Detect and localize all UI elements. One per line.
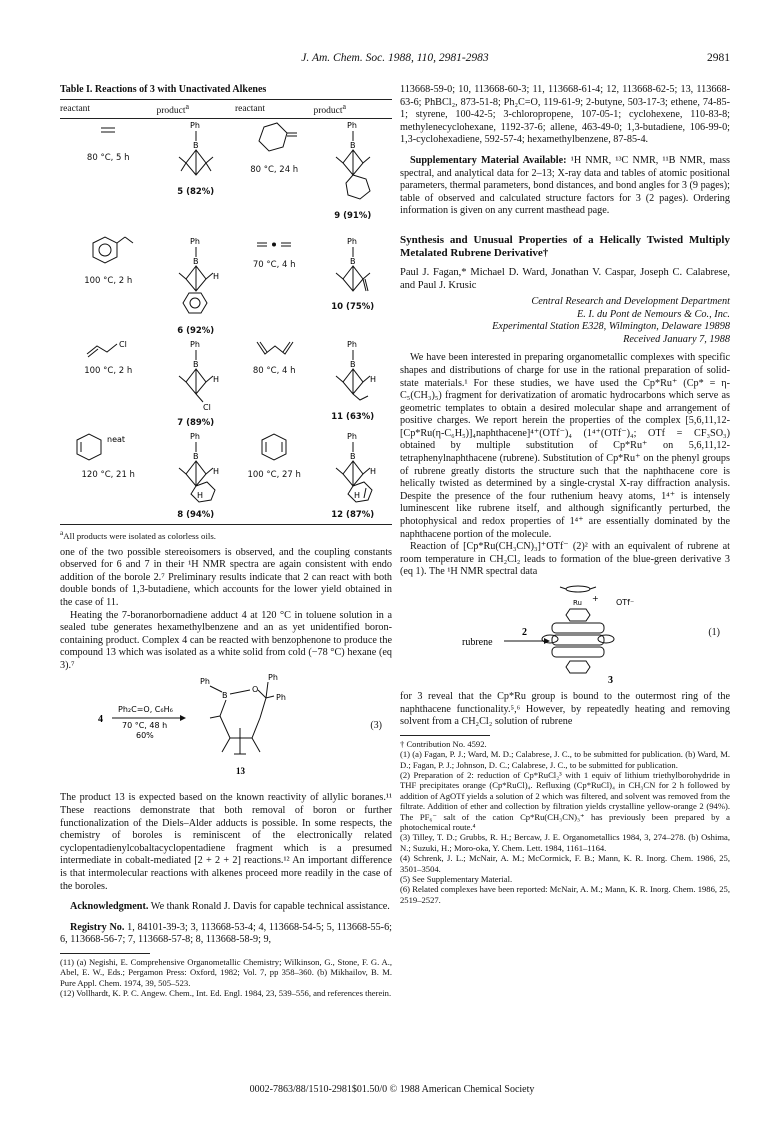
page-number: 2981 [707,52,730,64]
paragraph: for 3 reveal that the Cp*Ru group is bound to the outermost ring of the naphthacene functionality.⁵,⁶ However, by repeatedly heating and removing solvent from a CH₂Cl₂ solution of rubrene [400,691,730,728]
product-label: 8 (94%) [177,509,215,520]
svg-text:Ph: Ph [189,236,200,246]
svg-text:rubrene: rubrene [462,637,493,648]
table-footnote: $^a$All products were isolated as colorless oils. [60,524,392,543]
table-row [60,338,392,430]
cyclohexene-structure [65,430,151,464]
svg-text:Cl: Cl [119,340,128,350]
svg-text:Ph: Ph [346,432,357,442]
reaction-conditions: 100 °C, 2 h [84,276,133,287]
product-11-structure [318,338,388,406]
col-header: product$^a$ [156,99,235,119]
equation-number: (1) [708,627,720,638]
svg-text:Ph: Ph [189,432,200,442]
svg-text:H: H [369,467,376,477]
svg-text:B: B [349,141,356,151]
svg-text:Ph₂C=O, C₆H₆: Ph₂C=O, C₆H₆ [118,705,173,715]
allene-structure [239,235,309,255]
reactant-cell [235,338,314,430]
registry-numbers: Registry No. 1, 84101-39-3; 3, 113668-53-4; 4, 113668-54-5; 5, 113668-55-6; 6, 113668-56-7; 7, 113668-57-8; 8, 113668-58-9; 9, [60,921,392,946]
reactant-cell [60,430,156,524]
equation-1-scheme [400,579,730,691]
footnote-divider [60,953,150,954]
product-cell [313,119,392,235]
svg-text:Ph: Ph [346,236,357,246]
product-cell [313,430,392,524]
footnote-divider [400,735,490,736]
svg-text:13: 13 [236,766,245,777]
reactant-cell [60,119,156,235]
reaction-conditions: 120 °C, 21 h [81,469,135,480]
paragraph: one of the two possible stereoisomers is observed, and the coupling constants observed for 6 and 7 in their ¹H NMR spectra are again consistent with endo addition of the borole 2.⁷ Preliminary results indicate that 2 can react with both double bonds of 1,3-butadiene, which accounts for the lower yield obtained in the case of 11. [60,546,392,608]
product-label: 12 (87%) [331,509,375,520]
svg-text:Ph: Ph [200,677,210,687]
svg-text:B: B [349,256,356,266]
product-label: 7 (89%) [177,417,215,428]
product-cell [313,235,392,338]
product-cell [156,430,235,524]
svg-text:4: 4 [98,714,103,726]
product-9-structure [318,119,388,205]
product-cell [156,235,235,338]
journal-citation: J. Am. Chem. Soc. 1988, 110, 2981-2983 [301,52,489,64]
equation-3-scheme [60,672,380,792]
reaction-conditions: 80 °C, 24 h [250,164,299,175]
reaction-conditions: 70 °C, 4 h [252,260,296,271]
svg-text:Ph: Ph [268,673,278,683]
paragraph: Heating the 7-boranorbornadiene adduct 4 at 120 °C in toluene solution in a sealed tube generates hexamethylbenzene and an as yet unidentified boron-containing product. Complex 4 can be reacted with benzophenone to produce the compound 13 which was isolated as a white solid from cold (−78 °C) hexane (eq 3).⁷ [60,609,392,671]
svg-text:OTf⁻: OTf⁻ [616,598,635,607]
ethene-structure [73,119,143,147]
svg-text:H: H [212,375,219,385]
reaction-conditions: 100 °C, 2 h [84,365,133,376]
supplementary-material: Supplementary Material Available: ¹H NMR, ¹³C NMR, ¹¹B NMR, mass spectral, and analytical data for 2–13; X-ray data and tables of atomic positional parameters, thermal parameters, bond distances, and bond angles for 3 (9 pages); table of observed and calculated structure factors for 3 (2 pages). Ordering information is given on any current masthead page. [400,154,731,217]
footnote: (12) Vollhardt, K. P. C. Angew. Chem., Int. Ed. Engl. 1984, 23, 539–556, and references therein. [60,988,392,999]
reactant-cell [60,338,156,430]
reactant-cell [60,235,156,338]
butadiene-structure [239,338,309,360]
table-row [60,119,392,235]
product-label: 5 (82%) [177,186,215,197]
reactions-table [60,99,392,524]
affiliation: Central Research and Development Department E. I. du Pont de Nemours & Co., Inc. Experimental Station E328, Wilmington, Delaware 19898 Received January 7, 1988 [492,295,730,345]
svg-text:70 °C, 48 h: 70 °C, 48 h [122,721,168,731]
footnote: † Contribution No. 4592. [400,738,487,749]
methylenecyclohexane-structure [239,119,309,159]
product-7-structure [161,338,231,412]
footnote: (3) Tilley, T. D.; Grubbs, R. H.; Bercaw, J. E. Organometallics 1984, 3, 274–278. (b) Oshima, N.; Suzuki, H.; Moro-oka, Y. Chem. Lett. 1984, 1161–1164. [400,832,730,853]
svg-text:O: O [252,685,259,695]
chloropropene-structure [73,338,143,360]
svg-text:Ph: Ph [189,340,200,350]
svg-text:Ph: Ph [346,340,357,350]
svg-text:B: B [192,360,199,370]
paragraph: We have been interested in preparing organometallic complexes with specific shapes and distributions of charge for use in the rational preparation of solid-state materials.¹ For these studies, we have used the Cp*Ru⁺ (Cp* = η-C₅(CH₃)₅) fragment for derivatization of aromatic hydrocarbons which serve as geometric templates to obtain a desired molecular shape and arrangement of positive charges. We report herein the properties of the complex [5,6,11,12-[Cp*Ru(η-C₆H₅)]₄naphthacene]⁴⁺(OTf⁻)₄ (1⁴⁺(OTf⁻)₄; OTf = CF₃SO₃) obtained by multiple substitution of Cp*Ru⁺ on 5,6,11,12-tetraphenylnaphthacene (rubrene). Substitution of Cp*Ru⁺ on the phenyl groups of rubrene greatly distorts the structure such that the naphthacene core is helically twisted as determined by a single-crystal X-ray diffraction analysis. Despite the presence of the four ruthenium heavy atoms, 1⁴⁺ is intensely luminescent like rubrene itself, and although significantly perturbed, the photophysical and redox properties of 1⁴⁺ are essentially dominated by the naphthacene portion of the molecule. [400,352,730,540]
article-title: Synthesis and Unusual Properties of a Helically Twisted Multiply Metalated Rubrene Derivative† [400,233,730,259]
footnote: (1) (a) Fagan, P. J.; Ward, M. D.; Calabrese, J. C., to be submitted for publication. (b) Ward, M. D.; Fagan, P. J.; Johnson, D. C.; Calabrese, J. C., to be submitted for publication. [400,749,730,770]
svg-text:neat: neat [107,435,126,445]
reactant-cell [235,119,314,235]
reaction-conditions: 80 °C, 4 h [252,365,296,376]
reaction-conditions: 100 °C, 27 h [247,469,301,480]
table-caption: Table I. Reactions of 3 with Unactivated Alkenes [60,84,267,95]
table-header-row [60,99,392,119]
col-header: product$^a$ [313,99,392,119]
acknowledgment: Acknowledgment. We thank Ronald J. Davis for capable technical assistance. [70,901,390,913]
footnote: (6) Related complexes have been reported: McNair, A. M.; Mann, K. R. Inorg. Chem. 1986, 25, 2519–2527. [400,884,730,905]
svg-text:60%: 60% [136,731,154,741]
svg-text:B: B [349,452,356,462]
svg-text:B: B [349,360,356,370]
product-8-structure [161,430,231,504]
reaction-conditions: 80 °C, 5 h [86,152,130,163]
svg-text:B: B [222,691,228,701]
product-label: 6 (92%) [177,326,215,337]
footnote: (11) (a) Negishi, E. Comprehensive Organometallic Chemistry; Wilkinson, G., Stone, F. G. A., Abel, E. W., Eds.; Pergamon Press: Oxford, 1982; Vol. 7, pp 358–360. (b) Mikhailov, B. M. Pure Appl. Chem. 1974, 39, 505–523. [60,957,392,988]
product-label: 9 (91%) [334,210,372,221]
footnote: (5) See Supplementary Material. [400,874,513,885]
svg-text:B: B [192,452,199,462]
right-column [400,84,730,905]
svg-text:Cl: Cl [202,403,211,413]
table-row [60,235,392,338]
product-cell [313,338,392,430]
reactant-cell [235,235,314,338]
product-cell [156,119,235,235]
product-10-structure [318,235,388,297]
col-header: reactant [60,99,156,119]
table-row [60,430,392,524]
svg-text:B: B [192,141,199,151]
svg-text:Ph: Ph [346,121,357,131]
product-label: 10 (75%) [331,302,375,313]
page-footer: 0002-7863/88/1510-2981$01.50/0 © 1988 American Chemical Society [249,1084,535,1095]
styrene-structure [73,235,143,271]
svg-text:Ru: Ru [573,599,582,607]
svg-text:Ph: Ph [276,693,286,703]
equation-number: (3) [370,720,382,732]
svg-text:3: 3 [608,675,613,686]
product-5-structure [161,119,231,181]
product-12-structure [318,430,388,504]
equation-1 [400,579,730,691]
svg-text:H: H [196,491,203,501]
cyclohexadiene-structure [239,430,309,464]
product-6-structure [161,235,231,321]
svg-text:H: H [212,467,219,477]
paragraph: The product 13 is expected based on the known reactivity of allylic boranes.¹¹ These reactions demonstrate that both removal of boron or further functionalization of the Diels–Alder adducts is possible. In some respects, the chemistry of boroles is reminiscent of the electronically related cyclopentadienylcobaltacyclopentadiene fragment which is a presumed intermediate in cobalt-mediated [2 + 2 + 2] reactions.¹² An important difference is that intermolecular reactions with alkenes proceed more readily in the case of the boroles. [60,792,392,892]
svg-text:H: H [369,375,376,385]
paragraph: Reaction of [Cp*Ru(CH₃CN)₃]⁺OTf⁻ (2)² with an equivalent of rubrene at room temperature in CH₂Cl₂ leads to formation of the blue-green derivative 3 (eq 1). The ¹H NMR spectral data [400,541,730,578]
svg-text:B: B [192,256,199,266]
running-header [60,52,730,68]
equation-3 [60,672,392,792]
article-authors: Paul J. Fagan,* Michael D. Ward, Jonathan V. Caspar, Joseph C. Calabrese, and Paul J. Krusic [400,266,730,291]
svg-text:H: H [212,271,219,281]
footnote: (2) Preparation of 2: reduction of Cp*RuCl₂³ with 1 equiv of lithium triethylborohydride in THF precipitates orange (Cp*RuCl)₄. Refluxing (Cp*RuCl)₄ in CH₃CN for 2 h followed by addition of AgOTf yields a solution of 2 which was filtered, and solvent was removed from the filtrate. Addition of ether and collection by filtration yields crystalline yellow-orange 2 (94%). The PF₆⁻ salt of the cation Cp*Ru(CH₃CN)₃⁺ has previously been prepared by a photochemical route.⁴ [400,770,730,833]
left-column [60,84,392,999]
svg-text:Ph: Ph [189,121,200,131]
svg-text:2: 2 [522,627,527,638]
svg-text:H: H [353,491,360,501]
svg-text:+: + [592,594,599,603]
product-label: 11 (63%) [331,411,375,422]
col-header: reactant [235,99,314,119]
reactant-cell [235,430,314,524]
footnote: (4) Schrenk, J. L.; McNair, A. M.; McCormick, F. B.; Mann, K. R. Inorg. Chem. 1986, 25, 3501–3504. [400,853,730,874]
product-cell [156,338,235,430]
registry-continued: 113668-59-0; 10, 113668-60-3; 11, 113668-61-4; 12, 113668-62-5; 13, 113668-63-6; PhBCl₂, 873-51-8; Ph₂C=O, 119-61-9; 2-butyne, 503-17-3; ethene, 74-85-1; styrene, 100-42-5; 3-chloropropene, 107-05-1; cyclohexene, 110-83-8; methylenecyclohexane, 1192-37-6; allene, 463-49-0; 1,3-butadiene, 106-99-0; 1,3-cyclohexadiene, 592-57-4; hexamethylbenzene, 87-85-4. [400,84,730,146]
